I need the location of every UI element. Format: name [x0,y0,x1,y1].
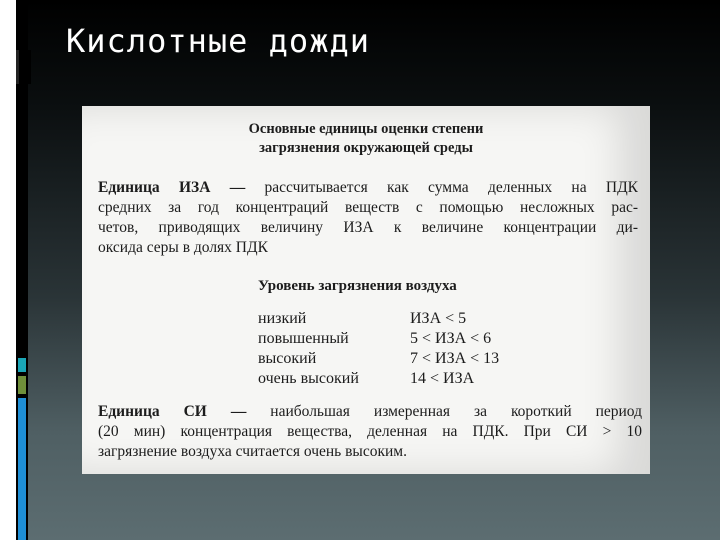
level-range: 14 < ИЗА [410,370,475,387]
level-range: ИЗА < 5 [410,310,467,327]
si-line3: загрязнение воздуха считается очень высоким. [98,443,407,460]
level-row [258,350,499,370]
decor-square-green [18,376,26,394]
levels-title: Уровень загрязнения воздуха [258,278,457,294]
decor-square-top [16,50,31,84]
iza-paragraph [98,178,638,258]
level-name: низкий [258,310,307,327]
iza-line3: четов, приводящих величину ИЗА к величине концентрации ди- [98,219,638,236]
iza-line4: оксида серы в долях ПДК [98,239,268,256]
level-range: 5 < ИЗА < 6 [410,330,492,347]
iza-line2: средних за год концентраций веществ с помощью несложных рас- [98,199,638,216]
scan-heading-line2: загрязнения окружающей среды [259,140,473,156]
si-line1 [98,402,642,422]
decor-bar-blue [18,398,26,540]
level-name: высокий [258,350,317,367]
si-paragraph [98,402,642,462]
scan-heading [82,120,650,158]
iza-line1 [98,178,638,198]
scanned-page-image [82,106,650,474]
iza-line1-text: рассчитывается как сумма деленных на ПДК [245,179,638,196]
level-row [258,330,499,350]
levels-table [258,310,499,390]
si-line1-text: наибольшая измеренная за короткий период [246,403,642,420]
level-name: очень высокий [258,370,359,387]
level-range: 7 < ИЗА < 13 [410,350,500,367]
decor-square-teal [18,358,26,372]
level-row [258,310,499,330]
si-line2: (20 мин) концентрация вещества, деленная на ПДК. При СИ > 10 [98,423,642,440]
level-row [258,370,499,390]
si-label: Единица СИ — [98,403,247,420]
iza-label: Единица ИЗА — [98,179,246,196]
scan-heading-line1: Основные единицы оценки степени [248,121,484,137]
slide-title: Кислотные дожди [66,22,370,60]
level-name: повышенный [258,330,349,347]
